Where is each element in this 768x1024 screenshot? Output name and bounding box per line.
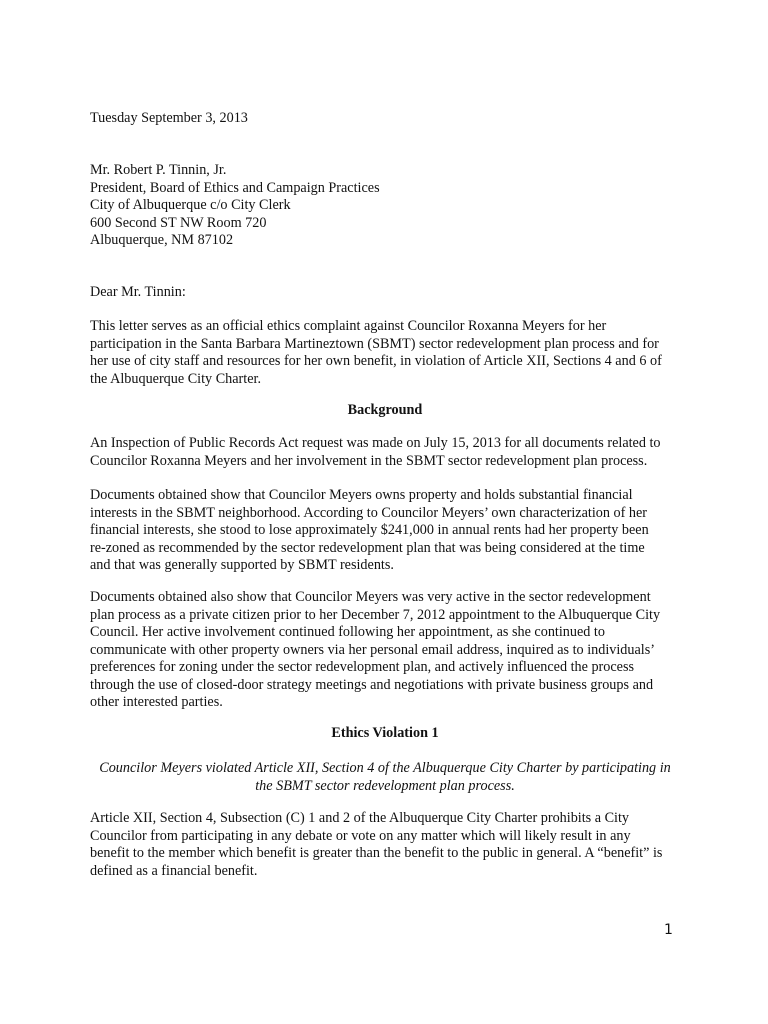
paragraph-line: This letter serves as an official ethics complaint against Councilor Roxanna Meyers for her xyxy=(90,318,607,334)
background-paragraph-2 xyxy=(90,487,690,575)
paragraph-line: the Albuquerque City Charter. xyxy=(90,370,262,387)
paragraph-line: her use of city staff and resources for her own benefit, in violation of Article XII, Sections 4 and 6 of xyxy=(90,353,662,369)
paragraph-line: preferences for zoning under the sector redevelopment plan, and actively influenced the process xyxy=(90,659,635,675)
paragraph-line: plan process as a private citizen prior to her December 7, 2012 appointment to the Albuquerque City xyxy=(90,606,661,623)
salutation xyxy=(90,284,690,302)
recipient-address xyxy=(90,162,690,250)
address-line: Albuquerque, NM 87102 xyxy=(90,232,234,248)
paragraph-line: interests in the SBMT neighborhood. According to Councilor Meyers’ own characterization of her xyxy=(90,504,647,521)
page-number: 1 xyxy=(664,922,673,938)
address-line: Mr. Robert P. Tinnin, Jr. xyxy=(90,162,227,178)
paragraph-line: Councilor Roxanna Meyers and her involvement in the SBMT sector redevelopment plan process. xyxy=(90,452,648,469)
address-line: City of Albuquerque c/o City Clerk xyxy=(90,197,291,213)
summary-line: Councilor Meyers violated Article XII, Section 4 of the Albuquerque City Charter by participating in xyxy=(99,760,671,776)
paragraph-line: Documents obtained show that Councilor Meyers owns property and holds substantial financial xyxy=(90,487,633,503)
paragraph-line: Article XII, Section 4, Subsection (C) 1 and 2 of the Albuquerque City Charter prohibits a City xyxy=(90,810,630,826)
violation-summary xyxy=(90,760,680,795)
address-line: President, Board of Ethics and Campaign Practices xyxy=(90,179,380,196)
ethics-violation-heading: Ethics Violation 1 xyxy=(331,725,439,741)
date-text: Tuesday September 3, 2013 xyxy=(90,110,248,126)
address-line: 600 Second ST NW Room 720 xyxy=(90,214,267,231)
paragraph-line: through the use of closed-door strategy meetings and negotiations with private business groups and xyxy=(90,676,654,693)
paragraph-line: Councilor from participating in any debate or vote on any matter which will likely result in any xyxy=(90,827,631,844)
paragraph-line: communicate with other property owners via her personal email address, inquired as to individuals’ xyxy=(90,641,655,658)
paragraph-line: and that was generally supported by SBMT residents. xyxy=(90,557,394,573)
paragraph-line: Council. Her active involvement continued following her appointment, as she continued to xyxy=(90,624,605,640)
paragraph-line: financial interests, she stood to lose approximately $241,000 in annual rents had her property been xyxy=(90,522,649,538)
salutation-text: Dear Mr. Tinnin: xyxy=(90,284,186,300)
background-heading: Background xyxy=(347,402,423,418)
paragraph-line: other interested parties. xyxy=(90,694,223,710)
violation-paragraph-1 xyxy=(90,810,690,880)
paragraph-line: participation in the Santa Barbara Martineztown (SBMT) sector redevelopment plan process and for xyxy=(90,335,659,352)
background-paragraph-1 xyxy=(90,435,690,470)
letter-date xyxy=(90,110,690,128)
intro-paragraph xyxy=(90,318,690,388)
paragraph-line: benefit to the member which benefit is greater than the benefit to the public in general. A “benefit” is xyxy=(90,845,663,861)
paragraph-line: defined as a financial benefit. xyxy=(90,862,258,879)
summary-line: the SBMT sector redevelopment plan process. xyxy=(255,777,515,794)
background-paragraph-3 xyxy=(90,589,690,712)
paragraph-line: An Inspection of Public Records Act request was made on July 15, 2013 for all documents related to xyxy=(90,435,661,451)
paragraph-line: Documents obtained also show that Councilor Meyers was very active in the sector redevelopment xyxy=(90,589,651,605)
paragraph-line: re-zoned as recommended by the sector redevelopment plan that was being considered at the time xyxy=(90,539,645,556)
